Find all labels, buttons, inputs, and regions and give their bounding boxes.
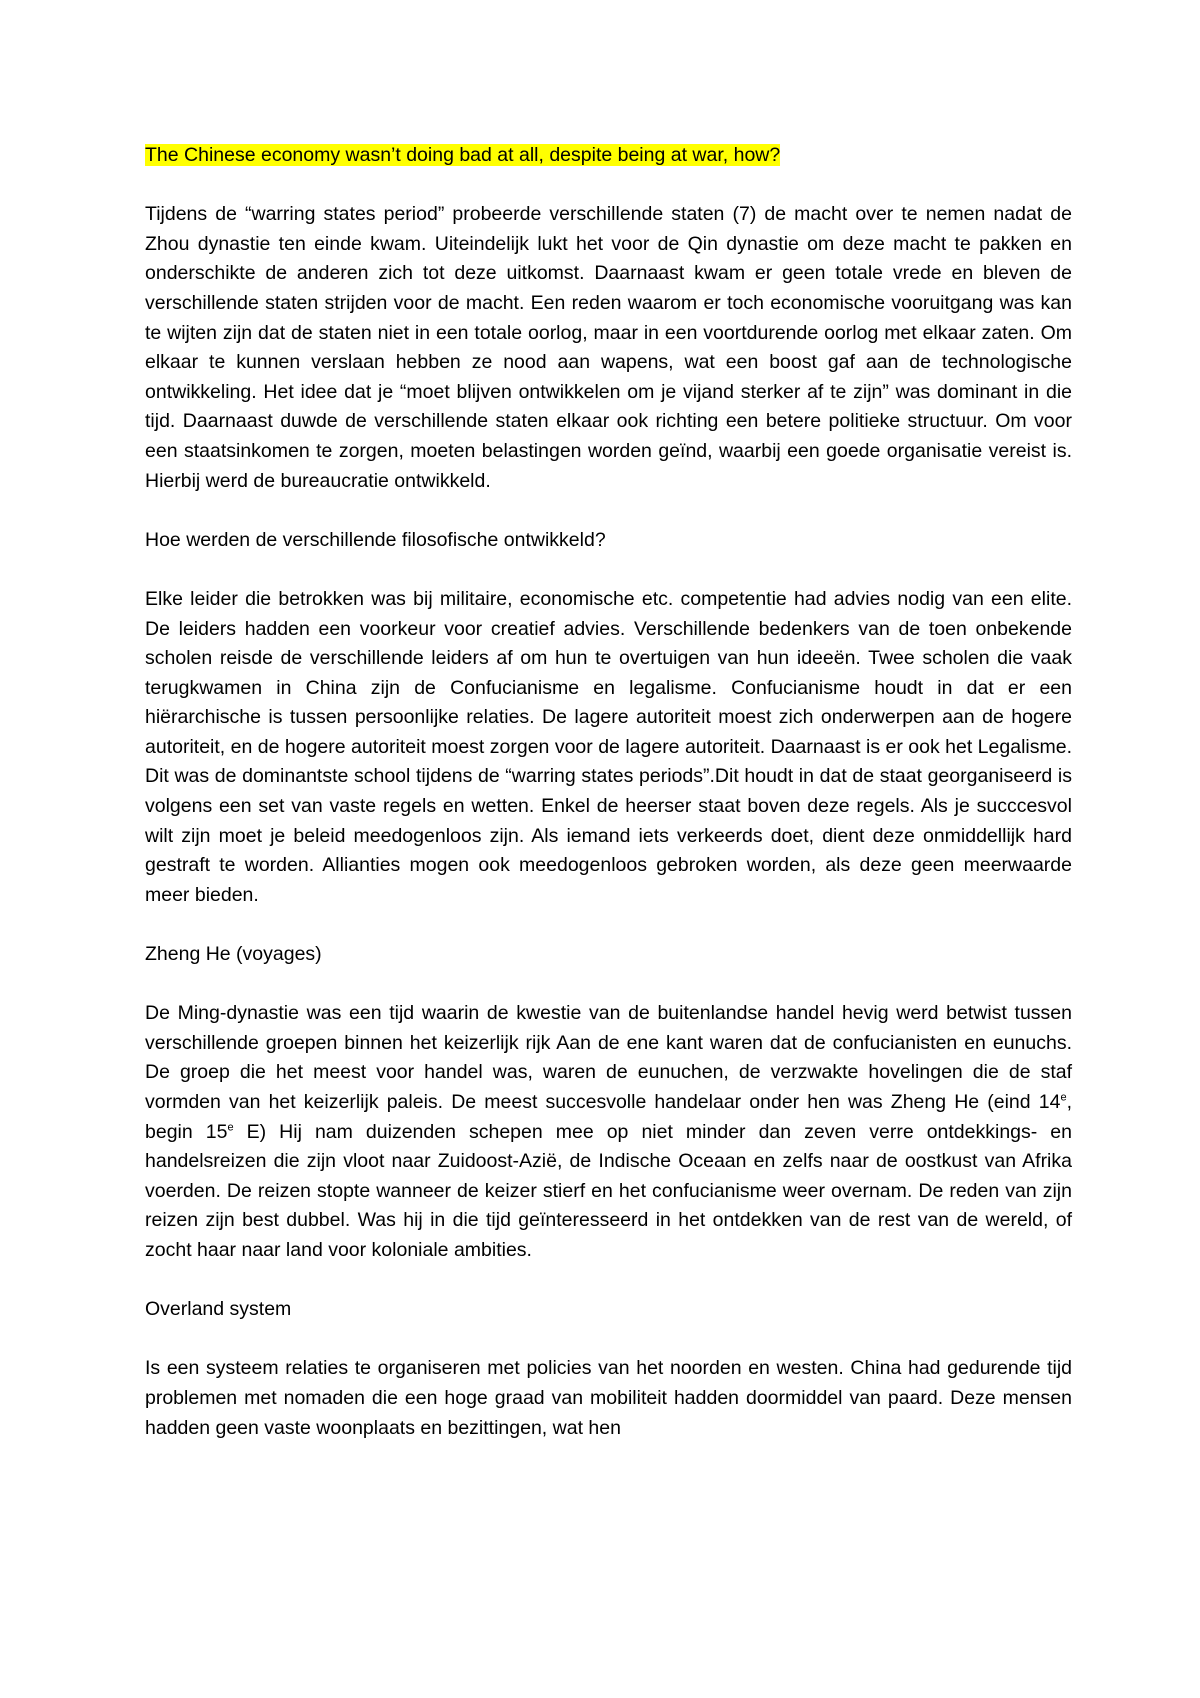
section-heading-philosophy: Hoe werden de verschillende filosofische ontwikkeld? — [145, 528, 606, 551]
section-heading-overland: Overland system — [145, 1298, 292, 1321]
paragraph-philosophy: Elke leider die betrokken was bij militaire, economische etc. competentie had advies nodig van een elite. De leiders hadden een voorkeur voor creatief advies. Verschillende bedenkers van de toen onbekende scholen reisde de verschillende leiders af om hun te overtuigen van hun ideeën. Twee scholen die vaak terugkwamen in China zijn de Confucianisme en legalisme. Confucianisme houdt in dat er een hiërarchische is tussen persoonlijke relaties. De lagere autoriteit moest zich onderwerpen aan de hogere autoriteit, en de hogere autoriteit moest zorgen voor de lagere autoriteit. Daarnaast is er ook het Legalisme. Dit was de dominantste school tijdens de “warring states periods”.Dit houdt in dat de staat georganiseerd is volgens een set van vaste regels en wetten. Enkel de heerser staat boven deze regels. Als je succcesvol wilt zijn moet je beleid meedogenloos zijn. Als iemand iets verkeerds doet, dient deze onmiddellijk hard gestraft te worden. Allianties mogen ook meedogenloos gebroken worden, als deze geen meerwaarde meer bieden. — [145, 587, 1072, 906]
superscript-e-15: e — [227, 1121, 234, 1134]
zheng-he-text-part-3: E) Hij nam duizenden schepen mee op niet minder dan zeven verre ontdekkings- en handelsreizen die zijn vloot naar Zuidoost-Azië, de Indische Oceaan en zelfs naar de oostkust van Afrika voerden. De reizen stopte wanneer de keizer stierf en het confucianisme weer overnam. De reden van zijn reizen zijn best dubbel. Was hij in die tijd geïnteresseerd in het ontdekken van de rest van de wereld, of zocht haar naar land voor koloniale ambities. — [145, 1120, 1072, 1261]
section-heading-zheng-he: Zheng He (voyages) — [145, 943, 322, 966]
section-heading-economy — [145, 141, 1072, 171]
paragraph-overland: Is een systeem relaties te organiseren met policies van het noorden en westen. China had gedurende tijd problemen met nomaden die een hoge graad van mobiliteit hadden doormiddel van paard. Deze mensen hadden geen vaste woonplaats en bezittingen, wat hen — [145, 1357, 1072, 1439]
highlighted-heading-text: The Chinese economy wasn’t doing bad at all, despite being at war, how? — [145, 144, 781, 166]
zheng-he-text-part-2: , begin 15 — [145, 1091, 1072, 1143]
paragraph-zheng-he — [145, 999, 1072, 1265]
zheng-he-text-part-1: De Ming-dynastie was een tijd waarin de kwestie van de buitenlandse handel hevig werd betwist tussen verschillende groepen binnen het keizerlijk rijk Aan de ene kant waren dat de confucianisten en eunuchs. De groep die het meest voor handel was, waren de eunuchen, de verzwakte hovelingen die de staf vormden van het keizerlijk paleis. De meest succesvolle handelaar onder hen was Zheng He (eind 14 — [145, 1002, 1072, 1113]
paragraph-warring-states: Tijdens de “warring states period” probeerde verschillende staten (7) de macht over te nemen nadat de Zhou dynastie ten einde kwam. Uiteindelijk lukt het voor de Qin dynastie om deze macht te pakken en onderschikte de anderen zich tot deze uitkomst. Daarnaast kwam er geen totale vrede en bleven de verschillende staten strijden voor de macht. Een reden waarom er toch economische vooruitgang was kan te wijten zijn dat de staten niet in een totale oorlog, maar in een voortdurende oorlog met elkaar zaten. Om elkaar te kunnen verslaan hebben ze nood aan wapens, wat een boost gaf aan de technologische ontwikkeling. Het idee dat je “moet blijven ontwikkelen om je vijand sterker af te zijn” was dominant in die tijd. Daarnaast duwde de verschillende staten elkaar ook richting een betere politieke structuur. Om voor een staatsinkomen te zorgen, moeten belastingen worden geïnd, waarbij een goede organisatie vereist is. Hierbij werd de bureaucratie ontwikkeld. — [145, 203, 1072, 492]
document-body — [145, 141, 1072, 1473]
superscript-e-14: e — [1060, 1091, 1067, 1104]
